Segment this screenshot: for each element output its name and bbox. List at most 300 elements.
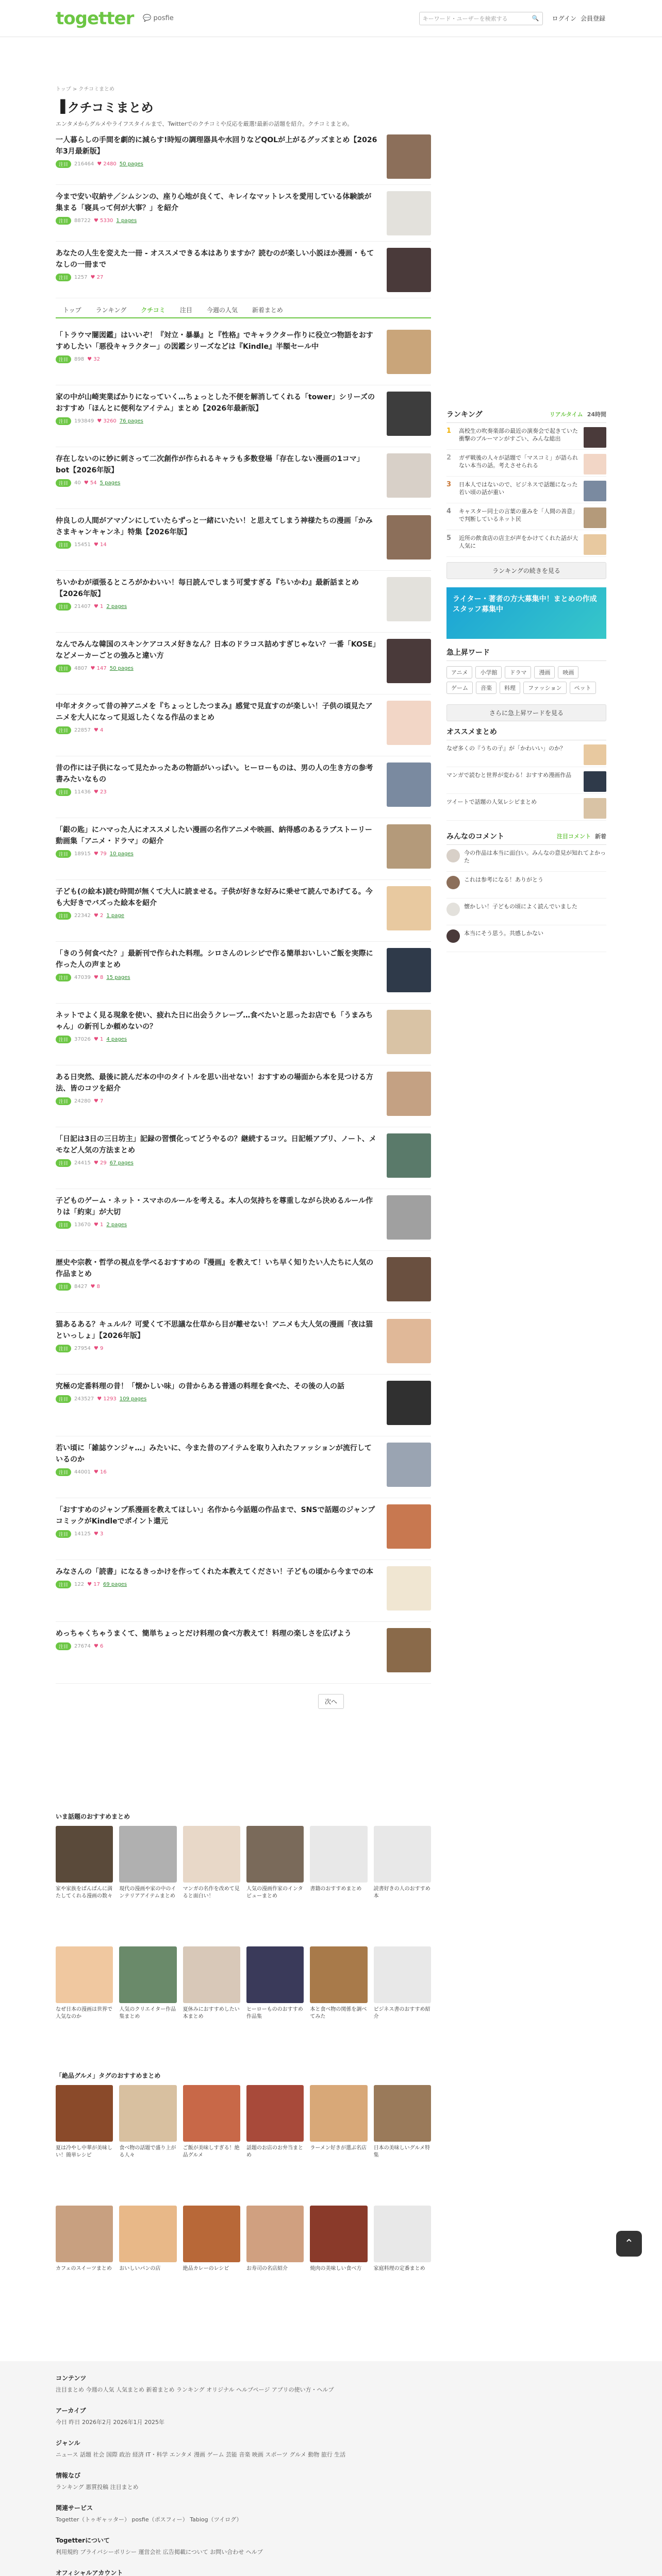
comment-item[interactable] bbox=[446, 845, 606, 872]
rec-card[interactable] bbox=[56, 1826, 113, 1940]
item-comments[interactable]: 2 pages bbox=[106, 604, 127, 609]
item-comments[interactable]: 4 pages bbox=[106, 1037, 127, 1042]
rec-card[interactable] bbox=[56, 1946, 113, 2061]
rec-card[interactable] bbox=[374, 1946, 431, 2061]
list-item[interactable] bbox=[56, 185, 431, 242]
rec-card-title: 夏休みにおすすめしたい本まとめ bbox=[183, 2007, 240, 2020]
item-meta bbox=[56, 665, 377, 672]
item-meta bbox=[56, 217, 377, 225]
list-item[interactable] bbox=[56, 1498, 431, 1560]
rec-card-image bbox=[56, 1946, 113, 2003]
rec-card-title: 書籍のおすすめまとめ bbox=[310, 1886, 362, 1892]
item-title[interactable]: めっちゃくちゃうまくて、簡単ちょっとだけ料理の食べ方教えて！料理の楽しさを広げよう bbox=[56, 1630, 352, 1638]
rec-card-image bbox=[246, 1826, 304, 1883]
footer-links[interactable]: 今日 昨日 2026年2月 2026年1月 2025年 bbox=[56, 2419, 164, 2426]
item-thumbnail[interactable] bbox=[387, 948, 431, 992]
item-title[interactable]: 「トラウマ闇図鑑」はいいぞ！『対立・暴暴』と『性格』でキャラクター作りに役立つ物語をおすすめしたい「悪役キャラクター」の図鑑シリーズなどは『Kindle』半額セール中 bbox=[56, 331, 373, 351]
item-views: 18915 bbox=[74, 851, 91, 857]
rec-card-image bbox=[119, 1946, 176, 2003]
item-views: 4807 bbox=[74, 666, 88, 671]
item-badge: 注目 bbox=[56, 1395, 71, 1403]
ranking-item[interactable] bbox=[446, 477, 606, 503]
item-title[interactable]: 仲良しの人間がアマゾンにしていたらずっと一緒にいたい！と思えてしまう神様たちの漫画「かみさまキャンキャンネ」特集【2026年版】 bbox=[56, 517, 373, 536]
top-section bbox=[56, 84, 431, 318]
rec-card[interactable] bbox=[374, 2206, 431, 2320]
item-title[interactable]: 中年オタクって昔の神アニメを『ちょっとしたつまみ』感覚で見直すのが楽しい！子供の頃見たアニメを大人になって見返したくなる作品のまとめ bbox=[56, 702, 373, 722]
comments-header bbox=[446, 831, 606, 845]
item-comments[interactable]: 2 pages bbox=[106, 1222, 127, 1228]
item-title[interactable]: 「きのう何食べた？」最新刊で作られた料理。シロさんのレシピで作る簡単おいしいご飯を実際に作った人の声まとめ bbox=[56, 950, 373, 969]
item-text bbox=[56, 453, 387, 502]
comment-item[interactable] bbox=[446, 872, 606, 899]
item-text bbox=[56, 191, 387, 235]
rec-card-image bbox=[183, 2206, 240, 2262]
rec-card-image bbox=[246, 2085, 304, 2142]
keyword-tag[interactable]: ペット bbox=[570, 682, 596, 694]
item-title[interactable]: 存在しないのに妙に刺さって二次創作が作られるキャラも多数登場「存在しない漫画の1コマ」bot【2026年版】 bbox=[56, 455, 364, 474]
rec-card-image bbox=[374, 2206, 431, 2262]
rec-card-title: マンガの名作を改めて見ると面白い！ bbox=[183, 1886, 240, 1899]
item-title[interactable]: 子どものゲーム・ネット・スマホのルールを考える。本人の気持ちを尊重しながら決めるルール作りは「約束」が大切 bbox=[56, 1197, 373, 1216]
rec-card-image bbox=[183, 1946, 240, 2003]
item-thumbnail[interactable] bbox=[387, 1257, 431, 1301]
rec-card-title: 焼肉の美味しい食べ方 bbox=[310, 2266, 362, 2272]
comment-tabs bbox=[557, 832, 606, 840]
rec-card[interactable] bbox=[246, 2206, 304, 2320]
item-badge: 注目 bbox=[56, 1221, 71, 1229]
item-badge: 注目 bbox=[56, 1642, 71, 1650]
rec-card-image bbox=[310, 2085, 367, 2142]
item-comments[interactable]: 10 pages bbox=[109, 851, 134, 857]
posfie-link[interactable] bbox=[143, 14, 173, 22]
item-comments[interactable]: 50 pages bbox=[119, 161, 143, 167]
search-icon[interactable]: 🔍 bbox=[532, 15, 539, 22]
keyword-tag[interactable]: 映画 bbox=[558, 666, 578, 679]
item-views: 47039 bbox=[74, 975, 91, 980]
rec-title-2: 「絶品グルメ」タグのおすすめまとめ bbox=[56, 2072, 161, 2079]
ranking-thumb bbox=[584, 427, 606, 448]
item-thumbnail[interactable] bbox=[387, 886, 431, 930]
item-meta bbox=[56, 160, 377, 168]
item-meta bbox=[56, 726, 377, 734]
footer-heading: コンテンツ bbox=[56, 2375, 87, 2382]
item-views: 13670 bbox=[74, 1222, 91, 1228]
item-badge: 注目 bbox=[56, 541, 71, 549]
item-title[interactable]: 「日記は3日の三日坊主」記録の習慣化ってどうやるの？継続するコツ。日記帳アプリ、ノート、メモなど人気の方法まとめ bbox=[56, 1135, 376, 1155]
list-item[interactable] bbox=[56, 1622, 431, 1684]
footer-links[interactable]: ニュース 話題 社会 国際 政治 経済 IT・科学 エンタメ 漫画 ゲーム 芸能 音楽 映画 スポーツ グルメ 動物 旅行 生活 bbox=[56, 2451, 346, 2458]
list-item[interactable] bbox=[56, 509, 431, 571]
ranking-number: 3 bbox=[446, 481, 452, 488]
item-views: 15451 bbox=[74, 542, 91, 548]
item-badge: 注目 bbox=[56, 1036, 71, 1043]
item-title[interactable]: 「銀の匙」にハマった人にオススメしたい漫画の名作アニメや映画、納得感のあるラブストーリー動画集「アニメ・ドラマ」の紹介 bbox=[56, 826, 373, 845]
item-title[interactable]: なんでみんな韓国のスキンケアコスメ好きなん？日本のドラコス詰めすぎじゃない？一番「KOSE」などメーカーごとの強みと違い方 bbox=[56, 640, 376, 660]
chevron-up-icon: ⌃ bbox=[624, 2237, 634, 2250]
item-views: 193849 bbox=[74, 418, 94, 424]
item-title[interactable]: 一人暮らしの手間を劇的に減らす!時短の調理器具や水回りなどQOLが上がるグッズまとめ【2026年3月最新版】 bbox=[56, 136, 377, 156]
item-meta bbox=[56, 274, 377, 281]
item-badge: 注目 bbox=[56, 1283, 71, 1291]
item-thumbnail[interactable] bbox=[387, 248, 431, 292]
item-comments[interactable]: 1 pages bbox=[116, 218, 137, 224]
keyword-more-button[interactable]: さらに急上昇ワードを見る bbox=[446, 704, 606, 721]
item-comments[interactable]: 50 pages bbox=[109, 666, 134, 671]
item-title[interactable]: ネットでよく見る現象を使い、疲れた日に出会うクレープ…食べたいと思ったお店でも「うまみちゃん」の新刊しか頼めないの？ bbox=[56, 1011, 373, 1031]
keyword-tag[interactable]: ゲーム bbox=[446, 682, 473, 694]
item-thumbnail[interactable] bbox=[387, 639, 431, 683]
rec-card-image bbox=[374, 1826, 431, 1883]
item-badge: 注目 bbox=[56, 274, 71, 281]
rec-card-title: ご飯が美味しすぎる！絶品グルメ bbox=[183, 2145, 240, 2158]
item-comments[interactable]: 109 pages bbox=[119, 1396, 147, 1402]
item-thumbnail[interactable] bbox=[387, 1133, 431, 1178]
recommend-section bbox=[56, 1812, 431, 2320]
sidebar bbox=[446, 409, 606, 952]
item-thumbnail[interactable] bbox=[387, 701, 431, 745]
rec-card-title: なぜ日本の漫画は世界で人気なのか bbox=[56, 2007, 112, 2020]
scroll-top-button[interactable] bbox=[616, 2231, 642, 2257]
item-title[interactable]: 「おすすめのジャンプ系漫画を教えてほしい」名作から今話題の作品まで、SNSで話題のジャンプコミックがKindleでポイント還元 bbox=[56, 1506, 375, 1526]
ranking-title: ランキング bbox=[446, 411, 483, 419]
item-comments[interactable]: 5 pages bbox=[100, 480, 121, 486]
item-thumbnail[interactable] bbox=[387, 453, 431, 498]
rec-card[interactable] bbox=[246, 1946, 304, 2061]
login-link[interactable]: ログイン bbox=[552, 15, 576, 22]
item-title[interactable]: 歴史や宗教・哲学の視点を学べるおすすめの『漫画』を教えて！いち早く知りたい人たちに人気の作品まとめ bbox=[56, 1259, 374, 1278]
osusume-thumb bbox=[584, 744, 606, 765]
rec-card[interactable] bbox=[183, 2085, 240, 2199]
item-badge: 注目 bbox=[56, 850, 71, 858]
item-badge: 注目 bbox=[56, 1097, 71, 1105]
rec-card-image bbox=[246, 2206, 304, 2262]
list-item[interactable] bbox=[56, 1375, 431, 1436]
footer-section bbox=[56, 2374, 606, 2395]
item-likes: ♥ 1293 bbox=[97, 1396, 117, 1402]
list-item[interactable] bbox=[56, 694, 431, 756]
item-title[interactable]: 猫あるある？キュルル？可愛くて不思議な仕草から目が離せない！アニメも大人気の漫画「夜は猫といっしょ」【2026年版】 bbox=[56, 1320, 373, 1340]
item-text bbox=[56, 1195, 387, 1244]
item-title[interactable]: 究極の定番料理の昔！「懐かしい味」の昔からある普通の料理を食べた、その後の人の話 bbox=[56, 1382, 344, 1391]
footer-links[interactable]: ランキング 悪質投稿 注目まとめ bbox=[56, 2484, 139, 2490]
breadcrumb[interactable]: トップ > クチコミまとめ bbox=[56, 87, 115, 92]
list-item[interactable] bbox=[56, 571, 431, 633]
list-item[interactable] bbox=[56, 880, 431, 942]
item-likes: ♥ 32 bbox=[87, 357, 100, 362]
rec-card[interactable] bbox=[374, 2085, 431, 2199]
item-badge: 注目 bbox=[56, 160, 71, 168]
ranking-thumb bbox=[584, 507, 606, 528]
item-thumbnail[interactable] bbox=[387, 1010, 431, 1054]
item-comments[interactable]: 15 pages bbox=[106, 975, 130, 980]
item-text bbox=[56, 886, 387, 935]
ranking-tab[interactable]: 24時間 bbox=[587, 411, 606, 418]
list-item[interactable] bbox=[56, 818, 431, 880]
item-thumbnail[interactable] bbox=[387, 762, 431, 807]
item-meta bbox=[56, 355, 377, 363]
ranking-item[interactable] bbox=[446, 503, 606, 530]
rec-card[interactable] bbox=[310, 2085, 367, 2199]
ranking-item[interactable] bbox=[446, 450, 606, 477]
osusume-item[interactable] bbox=[446, 794, 606, 821]
comment-item[interactable] bbox=[446, 925, 606, 952]
rec-card[interactable] bbox=[183, 1946, 240, 2061]
rec-card[interactable] bbox=[56, 2085, 113, 2199]
list-item[interactable] bbox=[56, 242, 431, 298]
item-badge: 注目 bbox=[56, 1468, 71, 1476]
item-thumbnail[interactable] bbox=[387, 1566, 431, 1611]
item-badge: 注目 bbox=[56, 974, 71, 981]
rec-card[interactable] bbox=[56, 2206, 113, 2320]
item-title[interactable]: ある日突然、最後に読んだ本の中のタイトルを思い出せない！おすすめの場面から本を見つける方法、皆のコツを紹介 bbox=[56, 1073, 373, 1093]
list-item[interactable] bbox=[56, 324, 431, 385]
osusume-text: ツイートで話題の人気レシピまとめ bbox=[446, 799, 537, 805]
item-thumbnail[interactable] bbox=[387, 515, 431, 560]
comment-text: 本当にそう思う。共感しかない bbox=[464, 930, 543, 937]
tab-2[interactable]: クチコミ bbox=[134, 302, 173, 318]
rec-card-title: ビジネス書のおすすめ紹介 bbox=[373, 2007, 431, 2020]
rec-card-image bbox=[310, 2206, 367, 2262]
item-thumbnail[interactable] bbox=[387, 1072, 431, 1116]
tab-3[interactable]: 注目 bbox=[179, 307, 192, 314]
item-title[interactable]: 子ども(の絵本)読む時間が無くて大人に読ませる。子供が好きな好みに乗せて読んであげてる。今も大好きでバズった絵本を紹介 bbox=[56, 888, 373, 907]
comment-tab[interactable]: 新着 bbox=[595, 833, 606, 840]
item-meta bbox=[56, 1395, 377, 1403]
keyword-tag[interactable]: ファッション bbox=[523, 682, 567, 694]
item-comments[interactable]: 1 page bbox=[106, 913, 124, 919]
list-item[interactable] bbox=[56, 128, 431, 185]
item-thumbnail[interactable] bbox=[387, 392, 431, 436]
list-item[interactable] bbox=[56, 633, 431, 694]
item-thumbnail[interactable] bbox=[387, 1443, 431, 1487]
item-likes: ♥ 7 bbox=[93, 1098, 104, 1104]
item-thumbnail[interactable] bbox=[387, 1628, 431, 1672]
comment-tab[interactable]: 注目コメント bbox=[557, 833, 591, 840]
next-page-button[interactable]: 次へ bbox=[318, 1694, 344, 1709]
rec-card[interactable] bbox=[119, 2085, 176, 2199]
item-likes: ♥ 54 bbox=[84, 480, 97, 486]
ranking-text: 近所の飲食店の店主が声をかけてくれた話が大人気に bbox=[459, 535, 578, 549]
item-text bbox=[56, 701, 387, 750]
item-thumbnail[interactable] bbox=[387, 191, 431, 235]
tab-0[interactable]: トップ bbox=[63, 307, 81, 314]
list-item[interactable] bbox=[56, 1560, 431, 1622]
rec-card-image bbox=[56, 1826, 113, 1883]
rec-card[interactable] bbox=[310, 2206, 367, 2320]
auth-links bbox=[552, 14, 605, 23]
osusume-item[interactable] bbox=[446, 767, 606, 794]
item-meta bbox=[56, 1530, 377, 1538]
comment-text: 今の作品は本当に面白い。みんなの意見が知れてよかった bbox=[464, 850, 606, 864]
ranking-item[interactable] bbox=[446, 423, 606, 450]
item-text bbox=[56, 1072, 387, 1121]
item-title[interactable]: 今まで安い収納サ／シムシンの、座り心地が良くて、キレイなマットレスを愛用している体験談が集まる「寝具って何が大事？」を紹介 bbox=[56, 193, 372, 212]
list-item[interactable] bbox=[56, 385, 431, 447]
item-views: 24280 bbox=[74, 1098, 91, 1104]
ad-banner[interactable]: ライター・著者の方大募集中！まとめの作成スタッフ募集中 bbox=[446, 587, 606, 639]
item-text bbox=[56, 639, 387, 688]
osusume-thumb bbox=[584, 798, 606, 819]
ranking-tab[interactable]: リアルタイム bbox=[549, 411, 583, 418]
item-likes: ♥ 29 bbox=[93, 1160, 107, 1166]
rec-card[interactable] bbox=[119, 2206, 176, 2320]
item-text bbox=[56, 134, 387, 178]
item-views: 27674 bbox=[74, 1643, 91, 1649]
item-likes: ♥ 5330 bbox=[93, 218, 113, 224]
list-item[interactable] bbox=[56, 1127, 431, 1189]
pinned-list bbox=[56, 128, 431, 298]
search-input[interactable] bbox=[419, 12, 543, 25]
keyword-tag[interactable]: 音楽 bbox=[476, 682, 496, 694]
item-thumbnail[interactable] bbox=[387, 134, 431, 179]
item-views: 8427 bbox=[74, 1284, 88, 1290]
rec-card[interactable] bbox=[310, 1826, 367, 1940]
list-item[interactable] bbox=[56, 1251, 431, 1313]
content-wrap bbox=[56, 84, 606, 2320]
osusume-title: オススメまとめ bbox=[446, 728, 497, 736]
item-meta bbox=[56, 1159, 377, 1167]
item-views: 37026 bbox=[74, 1037, 91, 1042]
rec-card-title: 本と食べ物の関係を調べてみた bbox=[310, 2007, 367, 2020]
item-comments[interactable]: 67 pages bbox=[109, 1160, 134, 1166]
keyword-tag[interactable]: 小学館 bbox=[475, 666, 502, 679]
footer-section bbox=[56, 2406, 606, 2427]
rec-card[interactable] bbox=[310, 1946, 367, 2061]
rec-card[interactable] bbox=[119, 1826, 176, 1940]
item-meta bbox=[56, 1221, 377, 1229]
rec-card-image bbox=[56, 2206, 113, 2262]
item-thumbnail[interactable] bbox=[387, 1195, 431, 1240]
list-item[interactable] bbox=[56, 447, 431, 509]
ranking-text: キャスター同士の言葉の重みを「人間の善意」で判断しているネット民 bbox=[459, 508, 578, 522]
rec-card[interactable] bbox=[119, 1946, 176, 2061]
rec-card-title: 現代の漫画や家の中のインテリアアイテムまとめ bbox=[119, 1886, 176, 1899]
comments-title: みんなのコメント bbox=[446, 833, 504, 841]
item-text bbox=[56, 824, 387, 873]
footer-section bbox=[56, 2471, 606, 2492]
item-thumbnail[interactable] bbox=[387, 1504, 431, 1549]
item-thumbnail[interactable] bbox=[387, 824, 431, 869]
footer-links[interactable]: 利用規約 プライバシーポリシー 運営会社 広告掲載について お問い合わせ ヘルプ bbox=[56, 2549, 263, 2555]
search-placeholder: キーワード・ユーザーを検索する bbox=[422, 15, 508, 22]
item-badge: 注目 bbox=[56, 355, 71, 363]
ranking-item[interactable] bbox=[446, 530, 606, 557]
item-title[interactable]: みなさんの「読書」になるきっかけを作ってくれた本教えてください！子どもの頃から今までの本 bbox=[56, 1568, 373, 1576]
item-title[interactable]: ちいかわが頑張るところがかわいい！毎日読んでしまう可愛すぎる『ちいかわ』最新話まとめ【2026年版】 bbox=[56, 579, 359, 598]
item-comments[interactable]: 69 pages bbox=[103, 1582, 127, 1587]
rec-card[interactable] bbox=[183, 1826, 240, 1940]
item-meta bbox=[56, 417, 377, 425]
tab-1[interactable]: ランキング bbox=[95, 307, 127, 314]
item-text bbox=[56, 515, 387, 564]
rec-card-image bbox=[183, 1826, 240, 1883]
item-text bbox=[56, 1443, 387, 1492]
rec-grid-1 bbox=[56, 1826, 431, 2061]
keyword-tag[interactable]: アニメ bbox=[446, 666, 472, 679]
ranking-more-button[interactable]: ランキングの続きを見る bbox=[446, 562, 606, 579]
item-views: 21407 bbox=[74, 604, 91, 609]
rec-card-image bbox=[310, 1826, 367, 1883]
rec-title-1: いま話題のおすすめまとめ bbox=[56, 1813, 130, 1820]
item-views: 22857 bbox=[74, 727, 91, 733]
item-likes: ♥ 1 bbox=[93, 1037, 104, 1042]
rec-card-image bbox=[56, 2085, 113, 2142]
rec-card[interactable] bbox=[246, 1826, 304, 1940]
rec-card[interactable] bbox=[183, 2206, 240, 2320]
rec-card[interactable] bbox=[246, 2085, 304, 2199]
item-text bbox=[56, 248, 387, 292]
footer-links[interactable]: Togetter（トゥギャッター） posfie（ポスフィー） Tabiog（ツイログ） bbox=[56, 2516, 242, 2523]
list-item[interactable] bbox=[56, 1313, 431, 1375]
togetter-logo[interactable]: togetter bbox=[56, 8, 134, 29]
rec-card[interactable] bbox=[374, 1826, 431, 1940]
signup-link[interactable]: 会員登録 bbox=[580, 15, 605, 22]
item-thumbnail[interactable] bbox=[387, 1319, 431, 1363]
tab-5[interactable]: 新着まとめ bbox=[252, 307, 283, 314]
item-title[interactable]: あなたの人生を変えた一冊 - オススメできる本はありますか？読むのが楽しい小説ほか漫画・もてなしの一冊まで bbox=[56, 249, 374, 269]
item-thumbnail[interactable] bbox=[387, 577, 431, 621]
header bbox=[0, 0, 662, 37]
bubble-icon: 💬 bbox=[143, 14, 152, 22]
item-title[interactable]: 昔の作には子供になって見たかったあの物語がいっぱい。ヒーローものは、男の人の生き方の参考書みたいなもの bbox=[56, 764, 373, 784]
item-meta bbox=[56, 974, 377, 981]
item-title[interactable]: 家の中が山崎実業ばかりになっていく…ちょっとした不便を解消してくれる「tower」シリーズのおすすめ「ほんとに便利なアイテム」まとめ【2026年最新版】 bbox=[56, 393, 375, 413]
footer-links[interactable]: 注目まとめ 今週の人気 人気まとめ 新着まとめ ランキング オリジナル ヘルプページ アプリの使い方・ヘルプ bbox=[56, 2386, 334, 2393]
list-item[interactable] bbox=[56, 756, 431, 818]
rec-card-title: カフェのスイーツまとめ bbox=[56, 2266, 112, 2272]
keyword-tag[interactable]: 漫画 bbox=[534, 666, 555, 679]
keyword-tag[interactable]: 料理 bbox=[500, 682, 520, 694]
list-item[interactable] bbox=[56, 1436, 431, 1498]
item-likes: ♥ 1 bbox=[93, 604, 104, 609]
rec-card-title: ラーメン好きが選ぶ名店 bbox=[310, 2145, 367, 2151]
item-badge: 注目 bbox=[56, 726, 71, 734]
item-badge: 注目 bbox=[56, 665, 71, 672]
tab-4[interactable]: 今週の人気 bbox=[206, 307, 238, 314]
list-item[interactable] bbox=[56, 942, 431, 1004]
ranking-thumb bbox=[584, 534, 606, 555]
item-text bbox=[56, 1504, 387, 1553]
comment-item[interactable] bbox=[446, 899, 606, 925]
list-item[interactable] bbox=[56, 1065, 431, 1127]
osusume-text: マンガで読むと世界が変わる！おすすめ漫画作品 bbox=[446, 772, 572, 778]
ranking-tabs bbox=[550, 410, 606, 418]
ranking-thumb bbox=[584, 481, 606, 501]
item-meta bbox=[56, 1036, 377, 1043]
item-likes: ♥ 16 bbox=[93, 1469, 107, 1475]
item-likes: ♥ 1 bbox=[93, 1222, 104, 1228]
item-badge: 注目 bbox=[56, 417, 71, 425]
list-item[interactable] bbox=[56, 1189, 431, 1251]
footer-heading: 情報なび bbox=[56, 2472, 81, 2479]
item-views: 44001 bbox=[74, 1469, 91, 1475]
keyword-tag[interactable]: ドラマ bbox=[505, 666, 531, 679]
osusume-text: なぜ多くの『うちの子』が「かわいい」のか？ bbox=[446, 745, 566, 752]
item-likes: ♥ 9 bbox=[93, 1346, 104, 1351]
posfie-label: posfie bbox=[153, 14, 174, 22]
item-thumbnail[interactable] bbox=[387, 1381, 431, 1425]
item-thumbnail[interactable] bbox=[387, 330, 431, 374]
item-views: 898 bbox=[74, 357, 85, 362]
item-title[interactable]: 若い頃に「雑誌ウンジャ…」みたいに、今また昔のアイテムを取り入れたファッションが流行しているのか bbox=[56, 1444, 372, 1464]
list-item[interactable] bbox=[56, 1004, 431, 1065]
item-text bbox=[56, 1010, 387, 1059]
rec-card-title: 話題のお店のお弁当まとめ bbox=[246, 2145, 303, 2158]
osusume-item[interactable] bbox=[446, 740, 606, 767]
item-comments[interactable]: 76 pages bbox=[119, 418, 143, 424]
item-views: 40 bbox=[74, 480, 81, 486]
bookmark-icon: ▐ bbox=[56, 99, 65, 114]
